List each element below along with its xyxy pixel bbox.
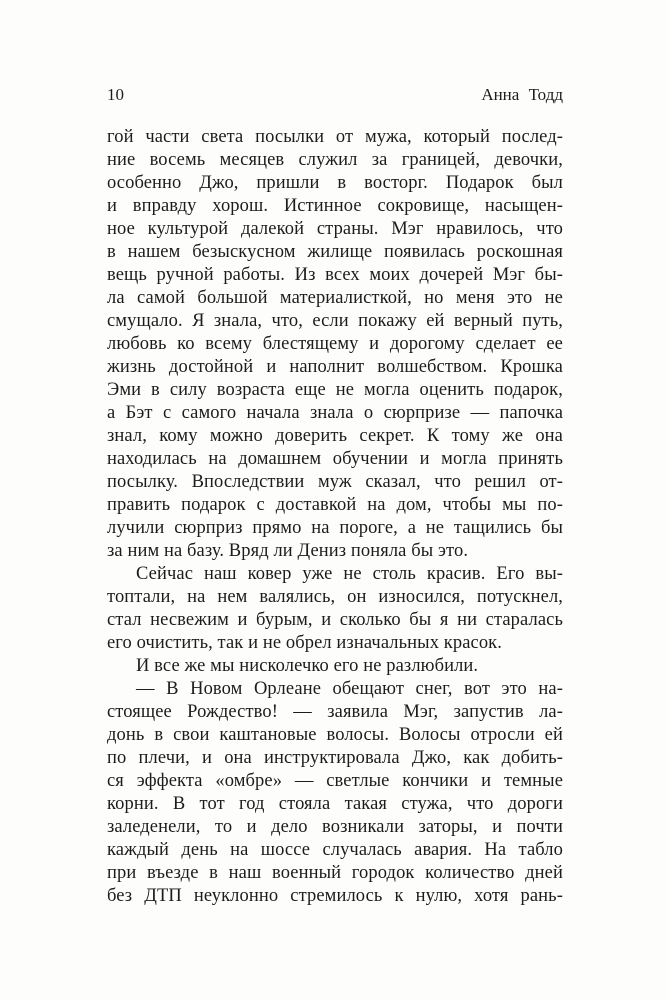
text-line: каждый день на шоссе случалась авария. На табло: [107, 840, 563, 860]
text-line: стал несвежим и бурым, и сколько бы я ни старалась: [107, 610, 563, 630]
text-line: находилась на домашнем обучении и могла принять: [107, 449, 563, 469]
page-number: 10: [107, 85, 124, 104]
page-body-text: [107, 126, 563, 908]
text-line: знал, кому можно доверить секрет. К тому же она: [107, 426, 563, 446]
text-line: ние восемь месяцев служил за границей, девочки,: [107, 150, 563, 170]
text-line: жизнь достойной и наполнит волшебством. Крошка: [107, 357, 563, 377]
text-line: и вправду хорош. Истинное сокровище, насыщен-: [107, 196, 563, 216]
running-header: [107, 85, 563, 105]
text-line: Эми в силу возраста еще не могла оценить подарок,: [107, 380, 563, 400]
text-line: по плечи, и она инструктировала Джо, как добить-: [107, 748, 563, 768]
text-line: его очистить, так и не обрел изначальных красок.: [107, 633, 502, 653]
text-line: гой части света посылки от мужа, который послед-: [107, 127, 563, 147]
text-line: стоящее Рождество! — заявила Мэг, запустив ла-: [107, 702, 563, 722]
text-line: ся эффекта «омбре» — светлые кончики и темные: [107, 771, 563, 791]
text-line: ное культурой далекой страны. Мэг нравилось, что: [107, 219, 563, 239]
text-line: И все же мы нисколечко его не разлюбили.: [136, 656, 479, 676]
text-line: заледенели, то и дело возникали заторы, и почти: [107, 817, 563, 837]
text-line: посылку. Впоследствии муж сказал, что решил от-: [107, 472, 563, 492]
text-line: смущало. Я знала, что, если покажу ей верный путь,: [107, 311, 563, 331]
running-head-author: Анна Тодд: [481, 85, 563, 104]
text-line: править подарок с доставкой на дом, чтобы мы по-: [107, 495, 563, 515]
text-line: в нашем безыскусном жилище появилась роскошная: [107, 242, 563, 262]
text-line: топтали, на нем валялись, он износился, потускнел,: [107, 587, 563, 607]
text-line: любовь ко всему блестящему и дорогому сделает ее: [107, 334, 563, 354]
text-line: корни. В тот год стояла такая стужа, что дороги: [107, 794, 563, 814]
text-line: лучили сюрприз прямо на пороге, а не тащились бы: [107, 518, 563, 538]
text-line: а Бэт с самого начала знала о сюрпризе — папочка: [107, 403, 563, 423]
text-line: ла самой большой материалисткой, но меня это не: [107, 288, 563, 308]
text-line: Сейчас наш ковер уже не столь красив. Его вы-: [136, 564, 563, 584]
text-line: за ним на базу. Вряд ли Дениз поняла бы это.: [107, 541, 469, 561]
text-line: вещь ручной работы. Из всех моих дочерей Мэг бы-: [107, 265, 563, 285]
text-line: — В Новом Орлеане обещают снег, вот это на-: [136, 679, 563, 699]
text-line: донь в свои каштановые волосы. Волосы отросли ей: [107, 725, 563, 745]
text-line: особенно Джо, пришли в восторг. Подарок был: [107, 173, 563, 193]
text-line: при въезде в наш военный городок количество дней: [107, 863, 563, 883]
text-line: без ДТП неуклонно стремилось к нулю, хотя рань-: [107, 886, 563, 906]
